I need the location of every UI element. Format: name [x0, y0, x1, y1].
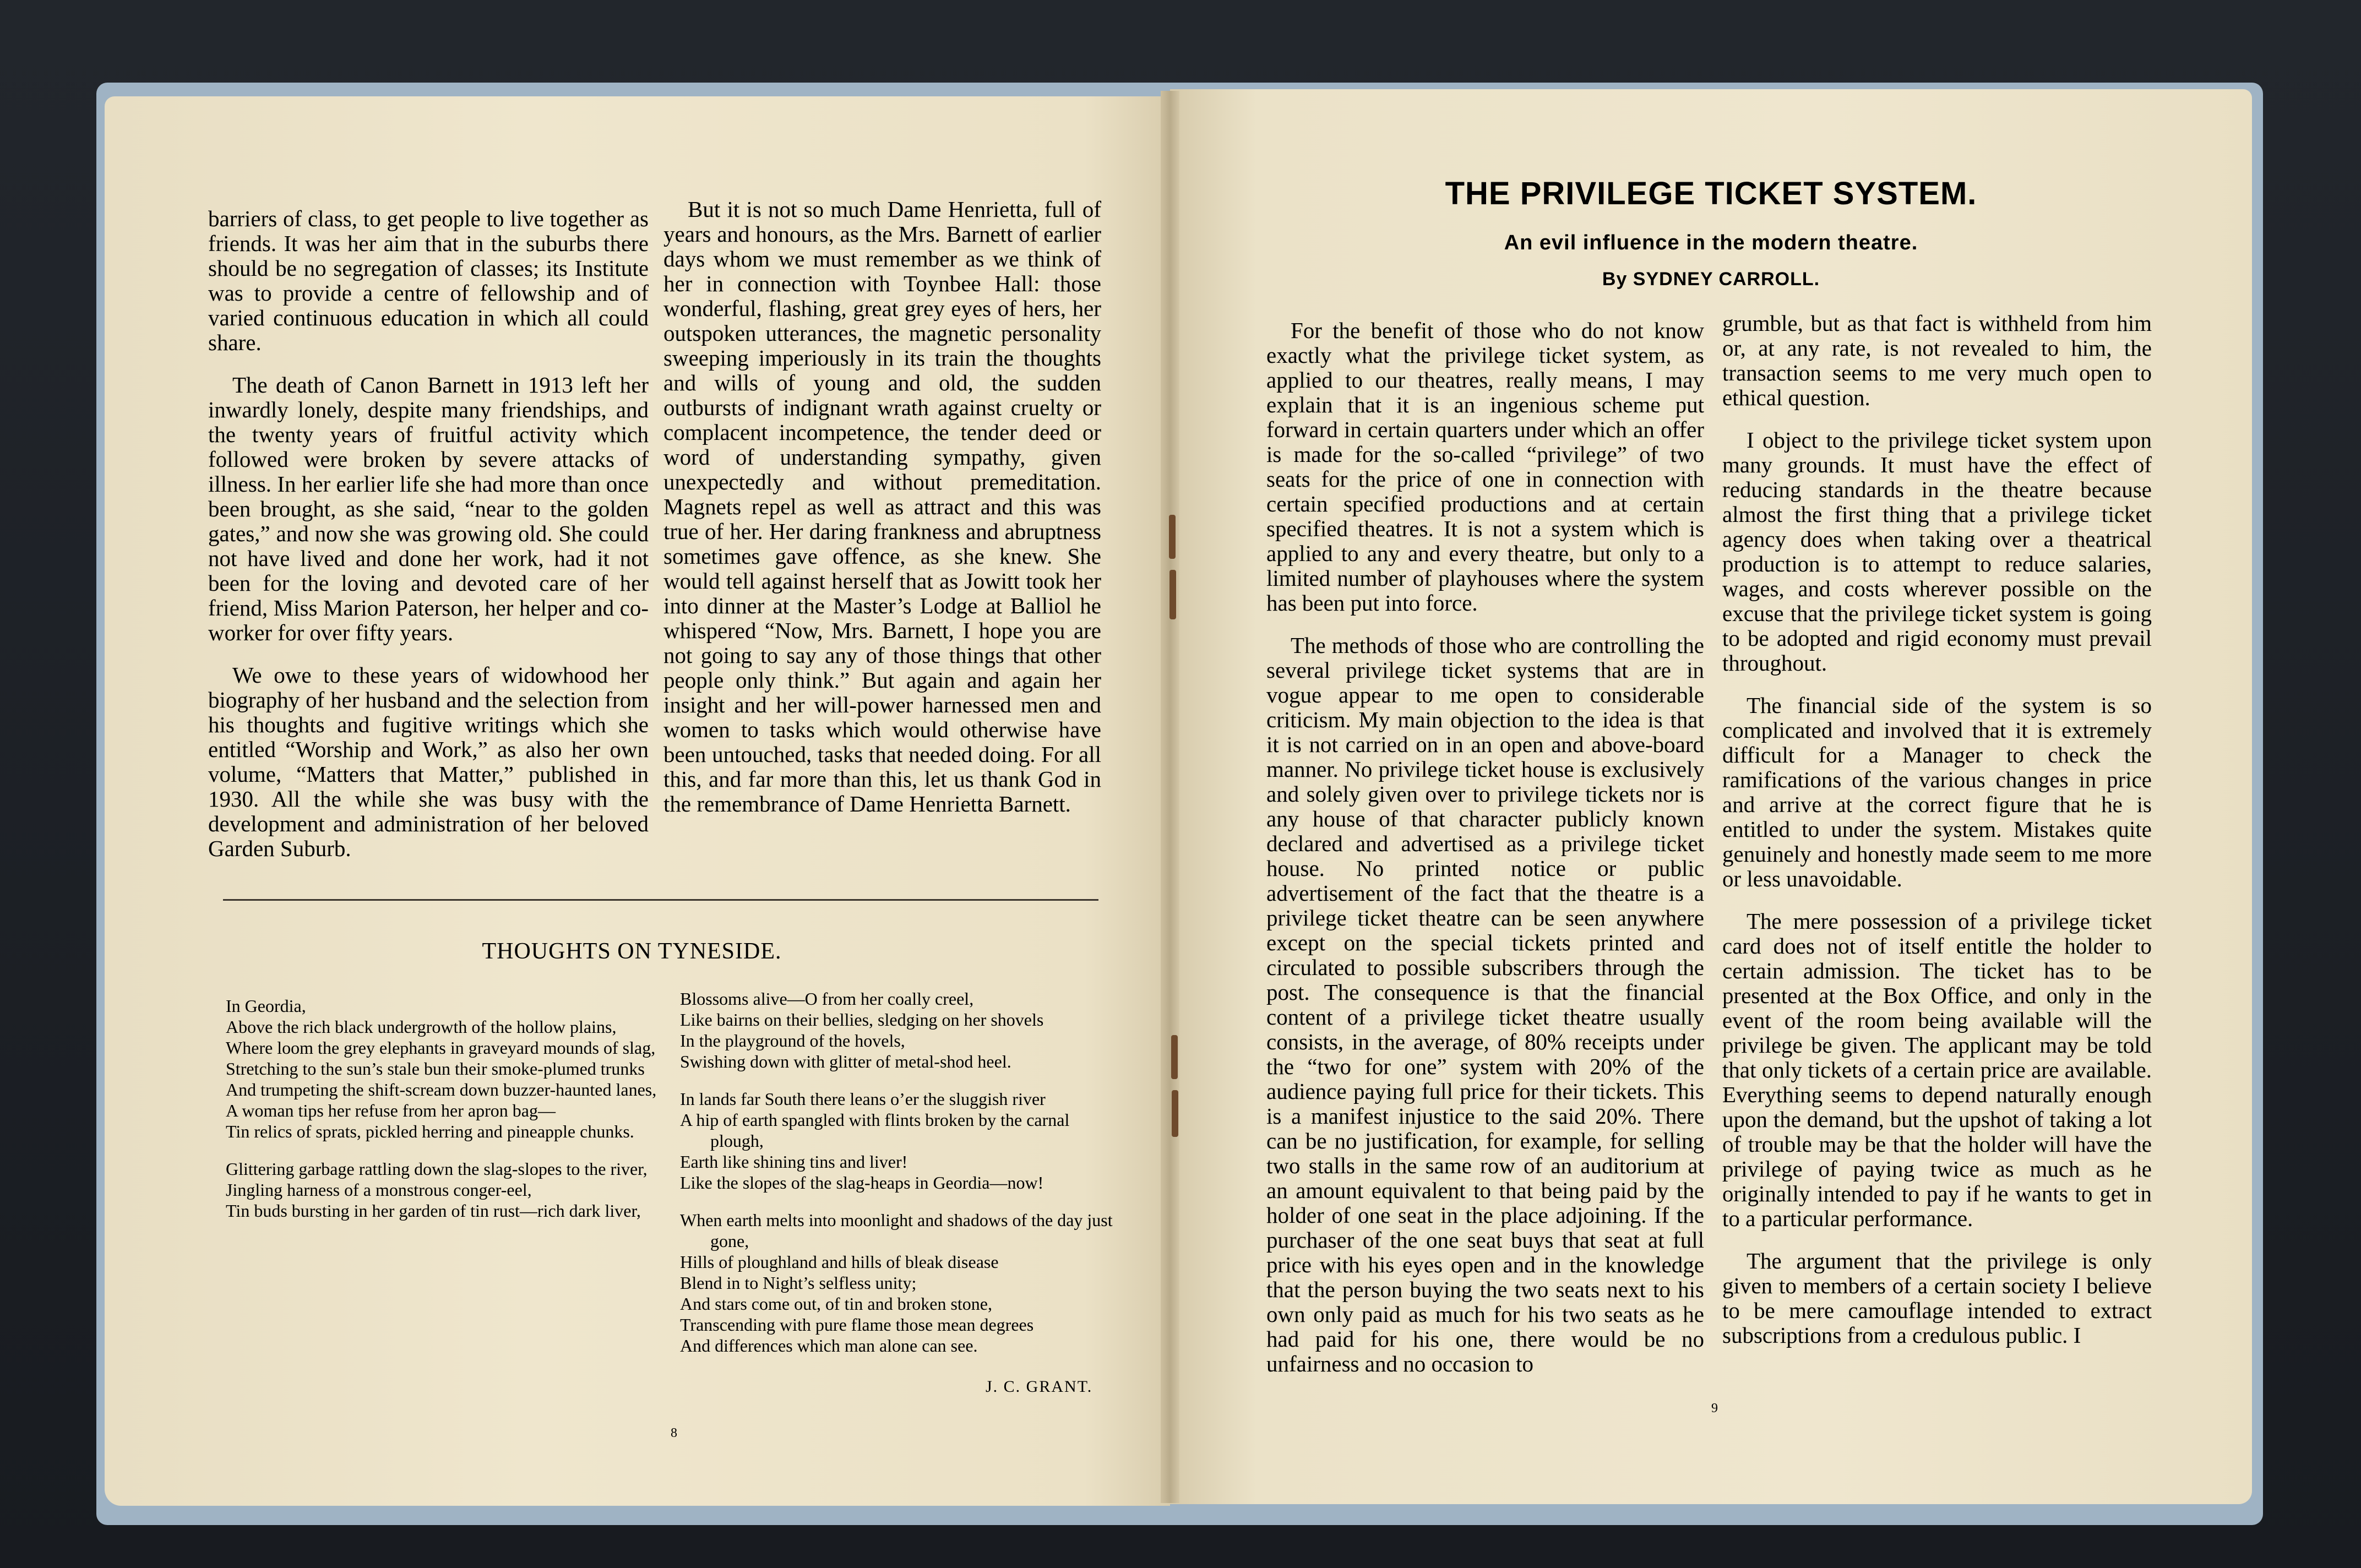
poem-line: Where loom the grey elephants in graveyard mounds of slag,: [226, 1038, 656, 1058]
article-byline: By SYDNEY CARROLL.: [1602, 269, 1820, 290]
poem-line: Glittering garbage rattling down the slag-slopes to the river,: [226, 1159, 648, 1179]
staple-top: [1169, 515, 1176, 559]
page-number: 8: [671, 1426, 677, 1440]
paragraph: The argument that the privilege is only given to members of a certain society I believe to be mere camouflage intended to extract subscriptions from a credulous public. I: [1722, 1248, 2152, 1348]
poem-line: In lands far South there leans o’er the sluggish river: [680, 1089, 1046, 1109]
paragraph: For the benefit of those who do not know exactly what the privilege ticket system, as applied to our theatres, really means, I may explain that it is an ingenious scheme put forward in certain quarters under which an offer is made for the so-called “privilege” of two seats for the price of one in connection with certain specified productions and at certain specified theatres. It is not a system which is applied to any and every theatre, but only to a limited number of playhouses where the system has been put into force.: [1266, 318, 1704, 616]
article-title: THE PRIVILEGE TICKET SYSTEM.: [1445, 176, 1977, 211]
poem-line: Blend in to Night’s selfless unity;: [680, 1273, 917, 1293]
poem-line: When earth melts into moonlight and shadows of the day just gone,: [680, 1210, 1113, 1251]
paragraph: But it is not so much Dame Henrietta, full of years and honours, as the Mrs. Barnett of earlier days whom we must remember as we think of her in connection with Toynbee Hall: those wonderful, flashing, great grey eyes of hers, her outspoken utterances, the magnetic personality sweeping imperiously in its train the thoughts and wills of young and old, the sudden outbursts of indignant wrath against cruelty or complacent incompetence, the tender deed or word of understanding sympathy, given unexpectedly and without premeditation. Magnets repel as well as attract and this was true of her. Her daring frankness and abruptness sometimes gave offence, as she knew. She would tell against herself that as Jowitt took her into dinner at the Master’s Lodge at Balliol he whispered “Now, Mrs. Barnett, I hope you are not going to say any of those things that other people only think.” But again and again her insight and her will-power harnessed men and women to tasks which would otherwise have been untouched, tasks that needed doing. For all this, and far more than this, let us thank God in the remembrance of Dame Henrietta Barnett.: [663, 197, 1101, 816]
paragraph: The methods of those who are controlling the several privilege ticket systems that are in vogue appear to me open to considerable criticism. My main objection to the idea is that it is not carried on in an open and above-board manner. No privilege ticket house is exclusively and solely given over to privilege tickets nor is any house of that character publicly known declared and advertised as a privilege ticket house. No printed notice or public advertisement of the fact that the theatre is a privilege ticket theatre can be seen anywhere except on the special tickets printed and circulated to possible subscribers through the post. The consequence is that the financial content of a privilege ticket theatre usually consists, in the average, of 80% receipts under the “two for one” system with 20% of the audience paying full price for their tickets. This is a manifest injustice to the said 20%. There can be no justification, for example, for selling two stalls in the same row of an auditorium at an amount equivalent to that being paid by the holder of one seat in the place adjoining. If the purchaser of the one seat buys that seat at full price with his eyes open and in the knowledge that the person buying the two seats next to his own only paid as much for his two seats as he had paid for his one, there would be no unfairness and no occasion to: [1266, 633, 1704, 1376]
poem-line: Tin relics of sprats, pickled herring and pineapple chunks.: [226, 1121, 634, 1141]
poem-line: And differences which man alone can see.: [680, 1336, 978, 1355]
article-subtitle: An evil influence in the modern theatre.: [1504, 231, 1918, 254]
paragraph: The financial side of the system is so complicated and involved that it is extremely difficult for a Manager to check the ramifications of the various changes in price and arrive at the correct figure that he is entitled to under the system. Mistakes quite genuinely and honestly made seem to me more or less unavoidable.: [1722, 693, 2152, 891]
poem-line: Blossoms alive—O from her coally creel,: [680, 989, 974, 1009]
poem-line: Like bairns on their bellies, sledging on her shovels: [680, 1010, 1044, 1030]
poem-line: Jingling harness of a monstrous conger-eel,: [226, 1180, 532, 1200]
poem-line: And trumpeting the shift-scream down buzzer-haunted lanes,: [226, 1080, 657, 1099]
poem-line: Tin buds bursting in her garden of tin rust—rich dark liver,: [226, 1201, 641, 1221]
staple-bottom-lower: [1172, 1090, 1178, 1137]
right-column-2: [1722, 311, 2152, 1365]
left-column-2: [663, 197, 1101, 834]
poem-line: In the playground of the hovels,: [680, 1031, 905, 1050]
paragraph: The death of Canon Barnett in 1913 left her inwardly lonely, despite many friendships, and the twenty years of fruitful activity which followed were broken by severe attacks of illness. In her earlier life she had more than once been brought, as she said, “near to the golden gates,” and now she was growing old. She could not have lived and done her work, had it not been for the loving and devoted care of her friend, Miss Marion Paterson, her helper and co-worker for over fifty years.: [208, 372, 649, 645]
poem-line: Transcending with pure flame those mean degrees: [680, 1315, 1034, 1335]
poem-line: Like the slopes of the slag-heaps in Geordia—now!: [680, 1173, 1044, 1193]
poem-line: Stretching to the sun’s stale bun their smoke-plumed trunks: [226, 1059, 645, 1079]
paragraph: The mere possession of a privilege ticket card does not of itself entitle the holder to certain admission. The ticket has to be presented at the Box Office, and only in the event of the room being available will the privilege be given. The applicant may be told that only tickets of a certain price are available. Everything seems to depend naturally enough upon the demand, but the upshot of taking a lot of trouble may be that the holder will have the privilege of paying twice as much as he originally intended to pay if he wants to get in to a particular performance.: [1722, 908, 2152, 1231]
poem-line: And stars come out, of tin and broken stone,: [680, 1294, 992, 1314]
right-column-1: [1266, 318, 1704, 1394]
left-column-1: [208, 206, 649, 879]
paragraph: I object to the privilege ticket system upon many grounds. It must have the effect of reducing standards in the theatre because almost the first thing that a privilege ticket agency does when taking over a theatrical production is to attempt to reduce salaries, wages, and costs wherever possible on the excuse that the privilege ticket system is going to be adopted and rigid economy must prevail throughout.: [1722, 427, 2152, 676]
poem-line: A woman tips her refuse from her apron bag—: [226, 1101, 556, 1120]
book-gutter: [1161, 91, 1179, 1503]
poem-line: In Geordia,: [226, 996, 306, 1016]
poem-left-column: [226, 995, 661, 1221]
page-number: 9: [1711, 1401, 1718, 1415]
poem-right-column: [680, 988, 1115, 1356]
section-divider: [223, 899, 1098, 901]
poem-title: THOUGHTS ON TYNESIDE.: [482, 939, 782, 964]
poem-line: Hills of ploughland and hills of bleak disease: [680, 1252, 999, 1272]
paragraph: We owe to these years of widowhood her biography of her husband and the selection from his thoughts and fugitive writings which she entitled “Worship and Work,” as also her own volume, “Matters that Matter,” published in 1930. All the while she was busy with the development and administration of her beloved Garden Suburb.: [208, 662, 649, 861]
poem-line: Swishing down with glitter of metal-shod heel.: [680, 1052, 1011, 1071]
paragraph: barriers of class, to get people to live together as friends. It was her aim that in the suburbs there should be no segregation of classes; its Institute was to provide a centre of fellowship and of varied continuous education in which all could share.: [208, 206, 649, 355]
poem-line: Above the rich black undergrowth of the hollow plains,: [226, 1017, 617, 1037]
poem-signature: J. C. GRANT.: [986, 1378, 1093, 1396]
paragraph: grumble, but as that fact is withheld from him or, at any rate, is not revealed to him, the transaction seems to me very much open to ethical question.: [1722, 311, 2152, 410]
poem-line: A hip of earth spangled with flints broken by the carnal plough,: [680, 1110, 1070, 1151]
staple-bottom: [1171, 1035, 1178, 1079]
poem-line: Earth like shining tins and liver!: [680, 1152, 908, 1172]
staple-top-lower: [1169, 570, 1176, 619]
